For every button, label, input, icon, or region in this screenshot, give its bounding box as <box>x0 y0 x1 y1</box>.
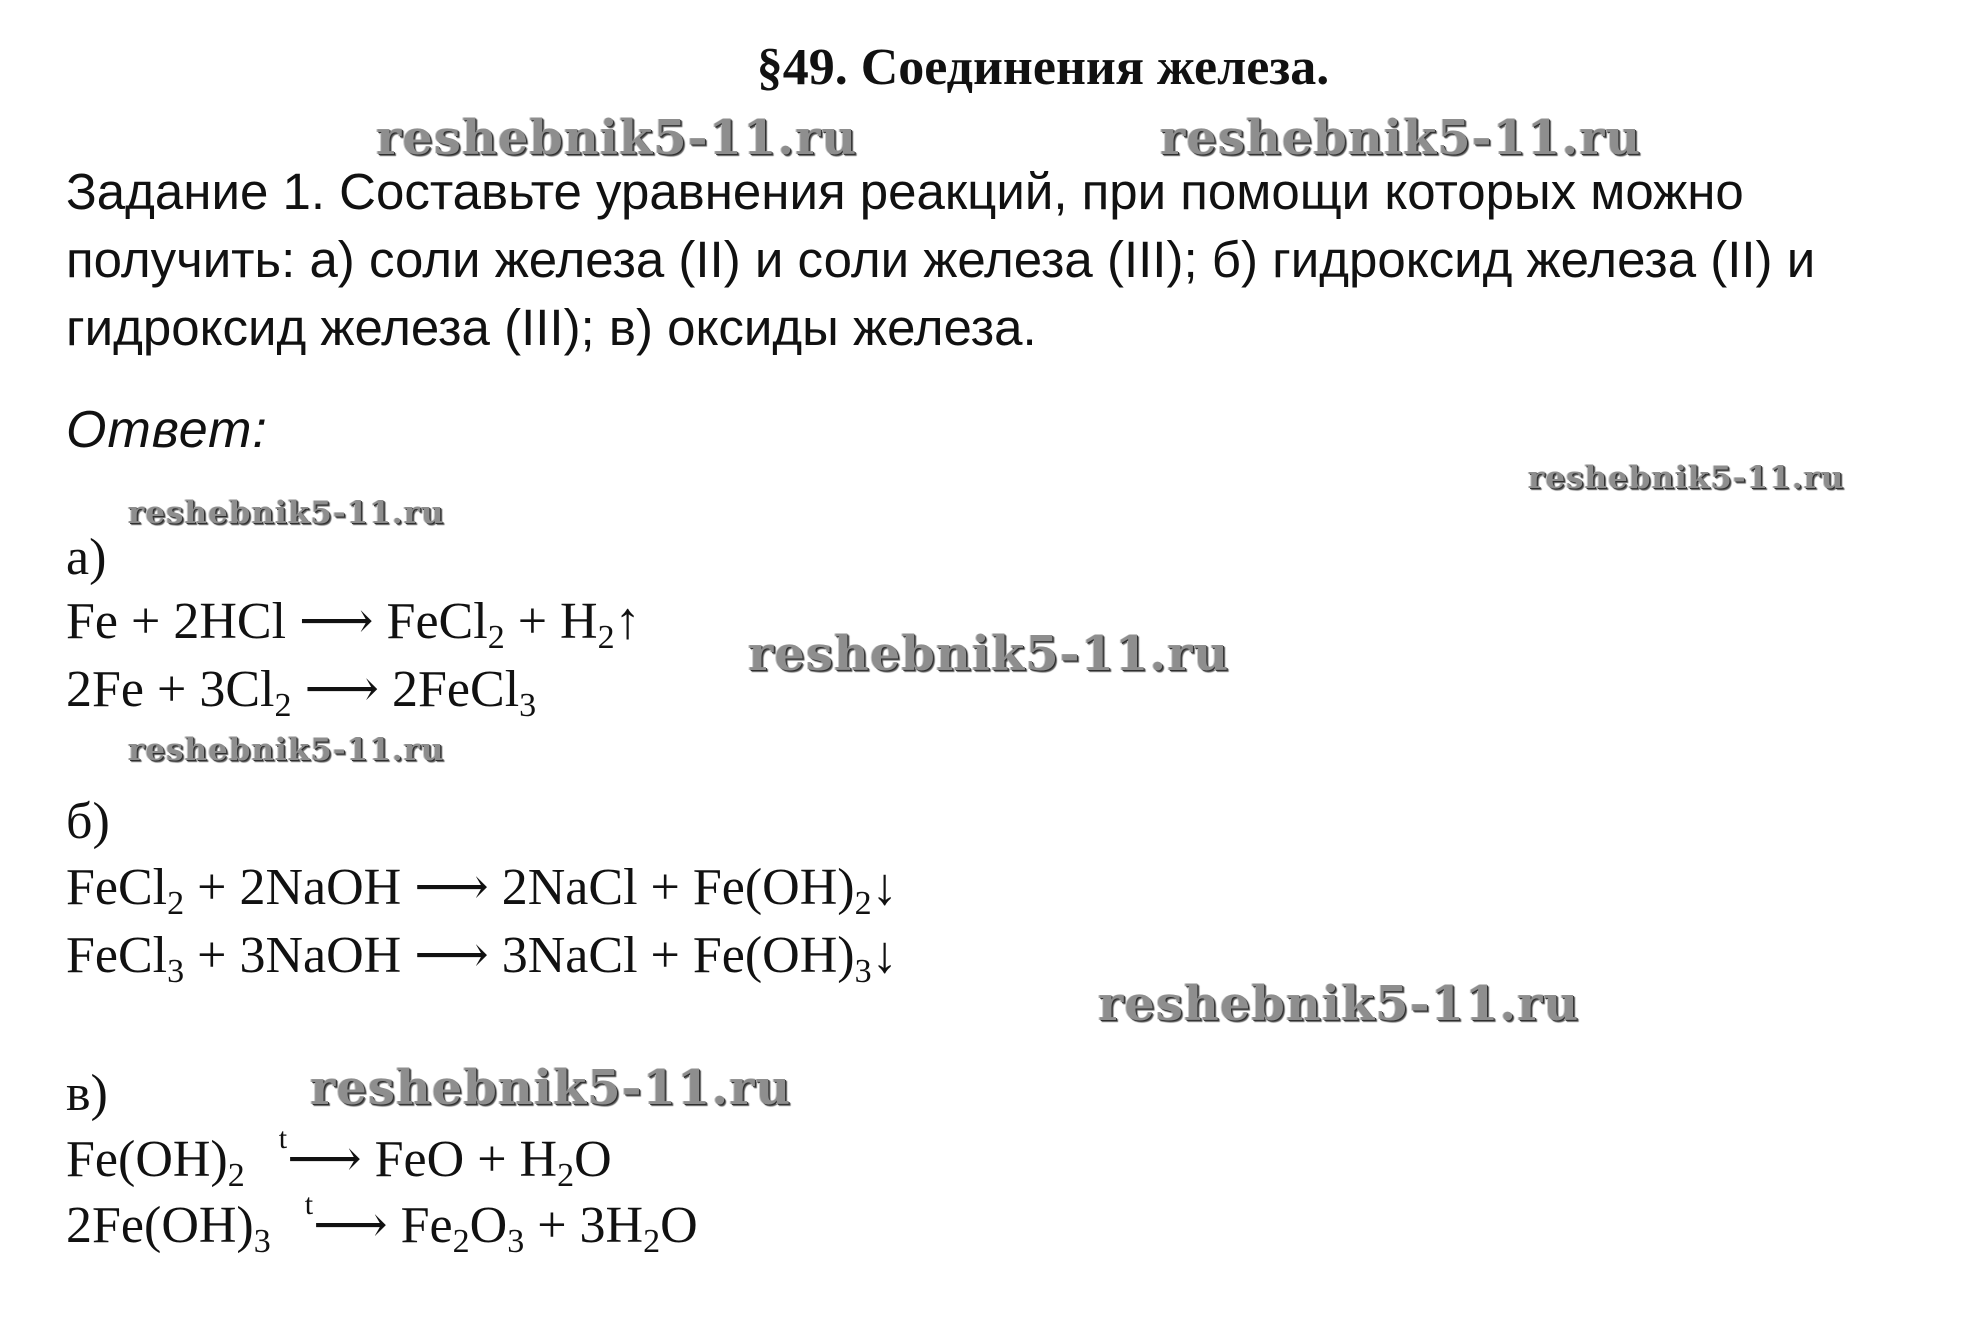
equation-a2: $2Fe + 3Cl_2$ ⟶ 2FeCl$_3$ <box>66 661 537 724</box>
watermark: reshebnik5-11.ru <box>128 732 445 768</box>
page-title: §49. Соединения железа. <box>756 39 1330 96</box>
watermark: reshebnik5-11.ru <box>1098 976 1580 1032</box>
watermark: reshebnik5-11.ru <box>1160 110 1642 166</box>
section-b-label: б) <box>66 793 110 850</box>
watermark: reshebnik5-11.ru <box>376 110 858 166</box>
answer-label: Ответ: <box>66 401 268 459</box>
heat-condition: t <box>278 1122 288 1155</box>
watermark: reshebnik5-11.ru <box>128 495 445 531</box>
heat-condition: t <box>304 1188 314 1221</box>
watermark: reshebnik5-11.ru <box>1528 460 1845 496</box>
task-line: Задание 1. Составьте уравнения реакций, при помощи которых можно <box>66 163 1744 220</box>
section-a-label: а) <box>66 529 107 586</box>
equation-c1: $Fe(OH)_2^t⟶$ FeO + $H_2O$ <box>66 1122 612 1194</box>
equation-b1: FeCl$_2$ + 2NaOH ⟶ 2NaCl + $Fe(OH)_2↓$ <box>66 859 898 922</box>
watermark: reshebnik5-11.ru <box>310 1060 792 1116</box>
equation-c2: $2Fe(OH)_3^t⟶$ $Fe_2O_3 + 3H_2O$ <box>66 1188 698 1260</box>
equation-a1: Fe + 2HCl ⟶ FeCl$_2$ + $H_2↑$ <box>66 593 641 656</box>
watermark: reshebnik5-11.ru <box>748 626 1230 682</box>
task-statement <box>66 158 1956 362</box>
task-line: получить: а) соли железа (II) и соли железа (III); б) гидроксид железа (II) и <box>66 231 1816 288</box>
task-line: гидроксид железа (III); в) оксиды железа. <box>66 299 1037 356</box>
equation-b2: FeCl$_3$ + 3NaOH ⟶ 3NaCl + $Fe(OH)_3↓$ <box>66 927 898 990</box>
section-c-label: в) <box>66 1065 108 1122</box>
